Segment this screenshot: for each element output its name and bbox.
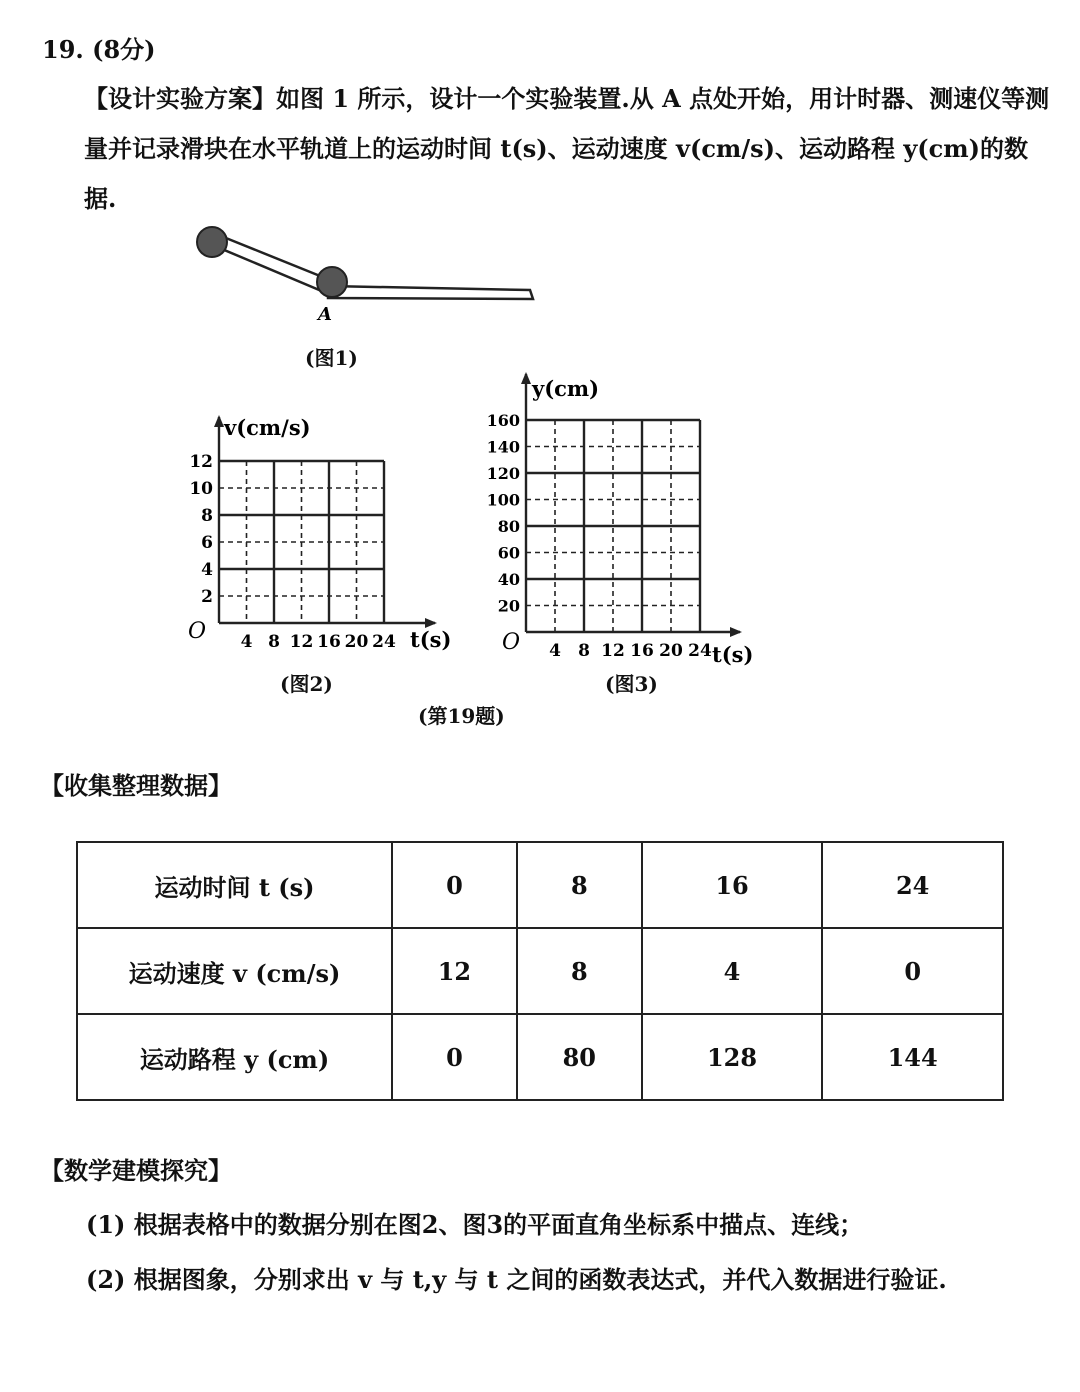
task-2: (2) 根据图象，分别求出 v 与 t,y 与 t 之间的函数表达式，并代入数据进行验证. <box>86 1265 947 1294</box>
fig3-y-tick-label: 140 <box>486 437 520 457</box>
design-text: 如图 1 所示，设计一个实验装置.从 A 点处开始，用计时器、测速仪等测量并记录滑块在水平轨道上的运动时间 t(s)、运动速度 v(cm/s)、运动路程 y(cm)的数据. <box>84 84 1050 213</box>
data-table <box>76 841 1004 1101</box>
row-label-distance: 运动路程 y (cm) <box>77 1014 392 1100</box>
table-cell: 144 <box>822 1014 1003 1100</box>
fig3-y-tick-label: 100 <box>486 490 520 510</box>
fig3-y-tick-label: 60 <box>497 543 520 563</box>
fig2-x-tick-label: 8 <box>268 632 280 652</box>
table-cell: 80 <box>517 1014 642 1100</box>
design-heading: 【设计实验方案】 <box>84 84 276 113</box>
fig2-x-axis-label: t(s) <box>410 627 452 652</box>
fig3-y-tick-label: 80 <box>497 517 520 536</box>
table-row <box>77 1014 1003 1100</box>
fig3-x-tick-label: 24 <box>688 641 712 661</box>
table-cell: 0 <box>392 1014 517 1100</box>
task-1: (1) 根据表格中的数据分别在图2、图3的平面直角坐标系中描点、连线； <box>86 1210 864 1239</box>
fig2-x-tick-label: 12 <box>289 632 314 652</box>
figure2-grid <box>180 405 460 660</box>
fig2-y-tick-label: 10 <box>189 479 213 499</box>
fig2-y-tick-label: 6 <box>201 533 213 553</box>
row-label-speed: 运动速度 v (cm/s) <box>77 928 392 1014</box>
fig3-x-tick-label: 16 <box>630 641 654 661</box>
fig3-y-axis-label: y(cm) <box>532 376 600 401</box>
row-label-time: 运动时间 t (s) <box>77 842 392 928</box>
table-cell: 8 <box>517 842 642 928</box>
fig3-x-tick-label: 12 <box>601 641 625 661</box>
table-cell: 8 <box>517 928 642 1014</box>
table-row <box>77 842 1003 928</box>
fig2-y-tick-label: 8 <box>201 506 213 526</box>
fig3-y-arrow <box>521 372 531 384</box>
table-cell: 16 <box>642 842 823 928</box>
figure3-caption: (图3) <box>605 672 658 696</box>
fig2-y-axis-label: v(cm/s) <box>224 415 311 440</box>
fig3-origin-label: O <box>502 630 521 655</box>
figure-group-caption: (第19题) <box>418 704 505 728</box>
table-cell: 24 <box>822 842 1003 928</box>
fig2-y-tick-label: 4 <box>201 560 213 580</box>
fig3-x-tick-label: 8 <box>578 641 590 661</box>
fig3-x-tick-label: 4 <box>549 641 561 661</box>
slider-ball-a <box>317 267 347 297</box>
figure2-caption: (图2) <box>280 672 333 696</box>
fig3-y-tick-label: 120 <box>486 464 520 483</box>
slider-ball-top <box>197 227 227 257</box>
model-heading: 【数学建模探究】 <box>40 1156 232 1185</box>
fig3-y-tick-label: 160 <box>486 411 520 430</box>
table-cell: 128 <box>642 1014 823 1100</box>
fig3-x-arrow <box>730 627 742 637</box>
point-a-label: A <box>318 304 332 325</box>
fig3-y-tick-label: 40 <box>497 570 520 589</box>
table-cell: 4 <box>642 928 823 1014</box>
fig2-x-tick-label: 16 <box>317 632 341 652</box>
fig2-y-arrow <box>214 415 224 427</box>
ramp-track <box>210 234 330 292</box>
fig2-y-tick-label: 12 <box>189 452 213 472</box>
collect-heading: 【收集整理数据】 <box>40 771 232 800</box>
fig2-x-tick-label: 24 <box>372 632 396 652</box>
table-row <box>77 928 1003 1014</box>
question-number: 19. (8分) <box>42 35 156 64</box>
design-paragraph <box>84 74 1054 224</box>
figure3-grid <box>486 370 770 667</box>
fig3-y-tick-label: 20 <box>497 596 520 616</box>
fig2-x-tick-label: 20 <box>344 632 369 652</box>
figure1-apparatus <box>190 220 550 335</box>
fig2-origin-label: O <box>188 619 207 644</box>
table-cell: 12 <box>392 928 517 1014</box>
table-cell: 0 <box>392 842 517 928</box>
fig3-x-axis-label: t(s) <box>712 642 754 667</box>
fig3-x-tick-label: 20 <box>659 641 683 661</box>
figure1-caption: (图1) <box>305 346 358 370</box>
fig2-y-tick-label: 2 <box>201 587 213 607</box>
horizontal-track <box>328 286 533 299</box>
table-cell: 0 <box>822 928 1003 1014</box>
fig2-x-tick-label: 4 <box>240 632 253 652</box>
